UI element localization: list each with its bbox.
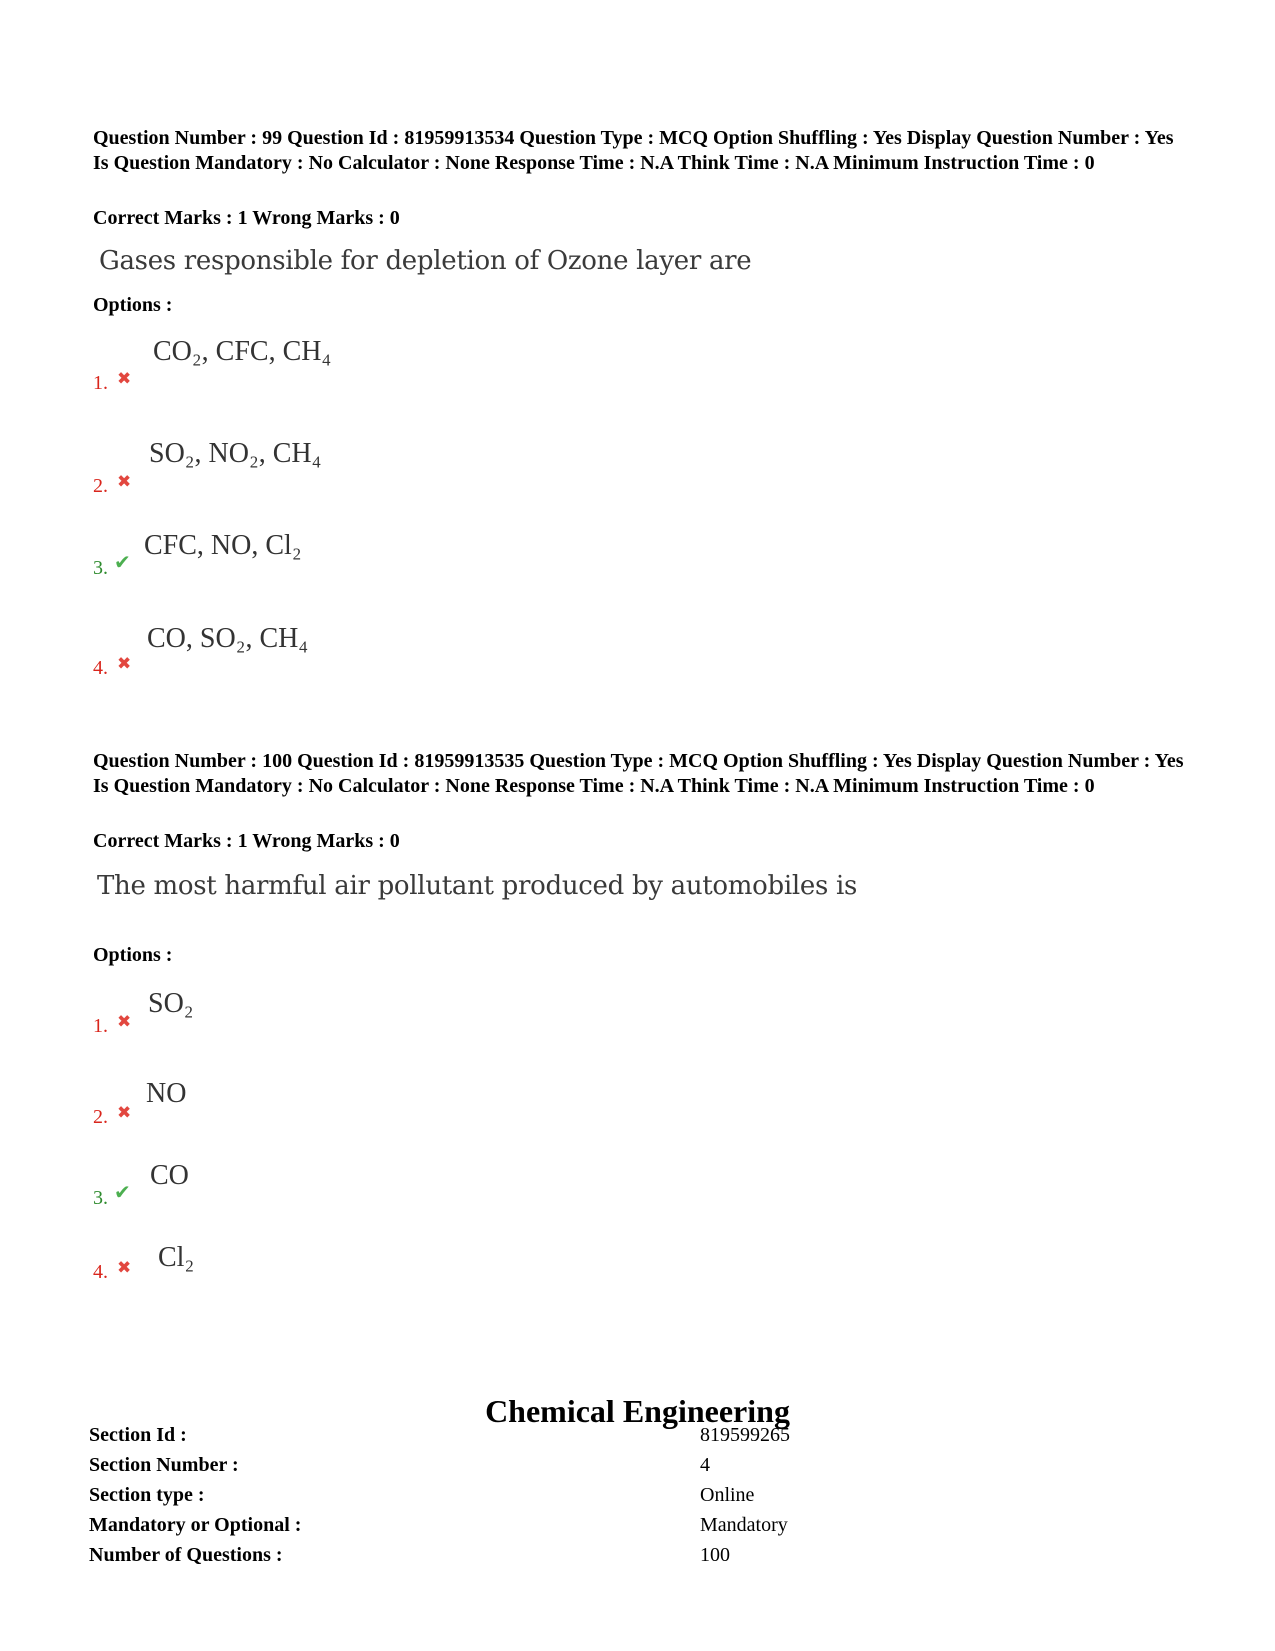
q100-option-3-number: 3. — [93, 1187, 108, 1209]
wrong-icon: ✖ — [117, 654, 132, 674]
wrong-icon: ✖ — [117, 1012, 132, 1032]
question-100-meta: Question Number : 100 Question Id : 81959913535 Question Type : MCQ Option Shuffling : Yes Display Question Number : Yes Is Question Mandatory : No Calculator : None Response Time : N.A Think Time : N.A Minimum Instruction Time : 0 — [93, 750, 1184, 797]
section-id-label: Section Id : — [89, 1424, 187, 1446]
question-99-options-label: Options : — [93, 294, 173, 316]
correct-check-icon: ✔ — [114, 1180, 131, 1204]
q100-option-4-text: Cl₂ — [158, 1242, 195, 1273]
q100-option-4-number: 4. — [93, 1261, 108, 1283]
section-type-value: Online — [700, 1484, 755, 1506]
section-id-value: 819599265 — [700, 1424, 790, 1446]
q99-option-3-number: 3. — [93, 557, 108, 579]
question-100-text: The most harmful air pollutant produced by automobiles is — [97, 871, 858, 901]
section-title: Chemical Engineering — [485, 1393, 790, 1429]
q99-option-1-number: 1. — [93, 372, 108, 394]
wrong-icon: ✖ — [117, 369, 132, 389]
mandatory-optional-label: Mandatory or Optional : — [89, 1514, 302, 1536]
section-number-label: Section Number : — [89, 1454, 239, 1476]
number-of-questions-label: Number of Questions : — [89, 1544, 283, 1566]
q99-option-4-number: 4. — [93, 657, 108, 679]
question-99-meta: Question Number : 99 Question Id : 81959913534 Question Type : MCQ Option Shuffling : Yes Display Question Number : Yes Is Question Mandatory : No Calculator : None Response Time : N.A Think Time : N.A Minimum Instruction Time : 0 — [93, 127, 1174, 174]
q99-option-2-number: 2. — [93, 475, 108, 497]
q99-option-1-text: CO₂, CFC, CH₄ — [153, 336, 332, 367]
q100-option-3-text: CO — [150, 1160, 189, 1191]
q100-option-2-number: 2. — [93, 1106, 108, 1128]
question-99-text: Gases responsible for depletion of Ozone layer are — [99, 246, 752, 276]
question-100-options-label: Options : — [93, 944, 173, 966]
q100-option-2-text: NO — [146, 1078, 187, 1109]
question-100-marks: Correct Marks : 1 Wrong Marks : 0 — [93, 830, 400, 852]
section-type-label: Section type : — [89, 1484, 205, 1506]
question-99-marks: Correct Marks : 1 Wrong Marks : 0 — [93, 207, 400, 229]
section-number-value: 4 — [700, 1454, 710, 1476]
correct-check-icon: ✔ — [114, 550, 131, 574]
q99-option-2-text: SO₂, NO₂, CH₄ — [149, 438, 322, 469]
q100-option-1-text: SO₂ — [148, 988, 194, 1019]
wrong-icon: ✖ — [117, 1258, 132, 1278]
mandatory-optional-value: Mandatory — [700, 1514, 788, 1536]
number-of-questions-value: 100 — [700, 1544, 730, 1566]
q99-option-3-text: CFC, NO, Cl₂ — [144, 530, 302, 561]
q100-option-1-number: 1. — [93, 1015, 108, 1037]
wrong-icon: ✖ — [117, 472, 132, 492]
wrong-icon: ✖ — [117, 1103, 132, 1123]
q99-option-4-text: CO, SO₂, CH₄ — [147, 623, 309, 654]
